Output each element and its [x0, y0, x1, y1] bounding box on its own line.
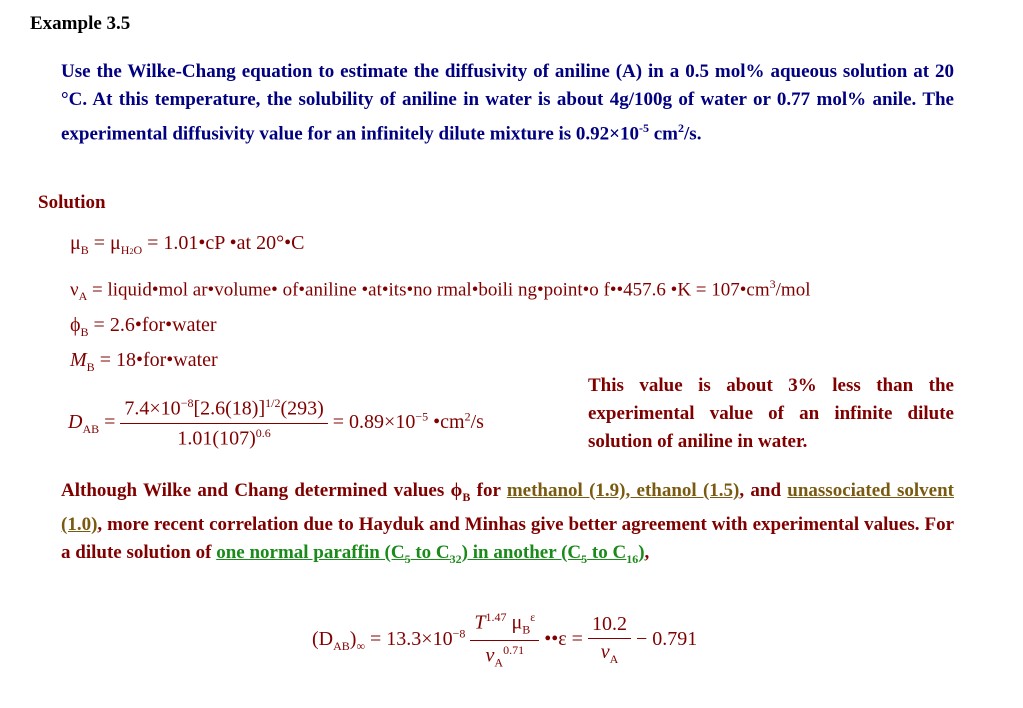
diffusivity-numerator: $7.4\times 10^{-8}[2.6(18)]^{1/2}(293)$ — [120, 396, 327, 424]
solution-heading: Solution — [38, 192, 106, 213]
epsilon-fraction — [588, 613, 631, 667]
d-symbol: D — [68, 410, 83, 433]
viscosity-equation — [70, 232, 304, 258]
problem-unit-tail: /s. — [684, 123, 702, 145]
m-symbol: M — [70, 349, 87, 371]
molar-volume-equation — [70, 277, 810, 304]
association-factor-equation — [70, 314, 217, 340]
diffusivity-denominator: $1.01(107)^{0.6}$ — [177, 425, 271, 450]
epsilon-equals: ••ε = — [544, 627, 588, 650]
hayduk-minhas-paragraph: Although Wilke and Chang determined values $\phi_B$ for methanol (1.9), ethanol (1.5), and unassociated solvent (1.0), more recent correlation due to Hayduk and Minhas give better agreement with experimental values. For a dilute solution of one normal paraffin ($C_5$ to $C_{32}$) in another ($C_5$ to $C_{16}$), — [61, 480, 955, 566]
mu-symbol: μ — [70, 232, 81, 254]
final-fraction — [470, 610, 539, 670]
final-denominator: $v_A^{0.71}$ — [485, 642, 525, 670]
alcohol-values-link[interactable]: methanol (1.9), ethanol (1.5) — [506, 480, 740, 501]
m-subscript: B — [86, 360, 95, 374]
epsilon-numerator: 10.2 — [588, 613, 631, 639]
problem-exponent: -5 — [639, 121, 649, 135]
water-sub-o: O — [133, 243, 143, 257]
problem-statement — [61, 58, 954, 148]
paraffin-link[interactable]: one normal paraffin ($C_5$ to $C_{32}$) in another ($C_5$ to $C_{16}$) — [216, 541, 645, 566]
phi-value: = 2.6•for•water — [88, 314, 217, 336]
problem-unit-exponent: 2 — [678, 121, 685, 135]
comparison-note: This value is about 3% less than the experimental value of an infinite dilute solution of aniline in water. — [588, 375, 954, 452]
d-subscript: AB — [82, 421, 100, 436]
diffusivity-result: = $0.89\times 10^{-5}$ $•cm^2/s$ — [332, 409, 484, 433]
mu-value: = 1.01•cP •at 20°•C — [142, 232, 305, 254]
water-sub-2: 2 — [129, 247, 134, 256]
nu-value: = liquid•mol ar•volume• of•aniline •at•its•no rmal•boili ng•point•o f••457.6 •K = 107•cm — [87, 279, 770, 301]
final-numerator: $T^{1.47}$ $\mu_B^\varepsilon$ — [470, 610, 539, 641]
mu-subscript: B — [80, 243, 89, 257]
nu-subscript: A — [78, 289, 88, 304]
problem-text: Use the Wilke-Chang equation to estimate the diffusivity of aniline (A) in a 0.5 mol% aqueous solution at 20 °C. At this temperature, the solubility of aniline in water is about 4g/100g of water or 0.77 mol% anile. The experimental diffusivity value for an infinitely dilute mixture is 0.92×10 — [61, 61, 954, 145]
phi-symbol: ϕ — [70, 314, 81, 336]
nu-exponent: 3 — [769, 277, 776, 291]
diffusivity-equation: $D_{AB}$ = $\frac{7.4\times 10^{-8}[2.6(18)]^{1/2}(293)}{1.01(107)^{0.6}}$ = $0.89\times 10^{-5}$ $•cm^2/s$ — [68, 396, 484, 450]
hayduk-minhas-equation — [312, 610, 697, 670]
final-lhs: $(D_{AB})_\infty$ — [312, 627, 366, 653]
problem-unit: cm — [649, 123, 679, 145]
mu-equals: = μ — [88, 232, 121, 254]
epsilon-tail: − 0.791 — [635, 627, 698, 650]
epsilon-denominator: $v_A$ — [600, 641, 619, 667]
unassociated-solvent-link[interactable]: unassociated solvent (1.0) — [61, 480, 955, 535]
water-sub-h: H — [120, 243, 130, 257]
example-title: Example 3.5 — [30, 13, 131, 34]
final-coefficient: = $13.3\times 10^{-8}$ — [365, 626, 466, 650]
phi-subscript: B — [80, 325, 89, 339]
nu-unit: /mol — [775, 279, 811, 301]
diffusivity-fraction — [120, 396, 327, 450]
m-value: = 18•for•water — [94, 349, 218, 371]
molecular-weight-equation — [70, 349, 218, 375]
nu-symbol: ν — [70, 279, 79, 301]
